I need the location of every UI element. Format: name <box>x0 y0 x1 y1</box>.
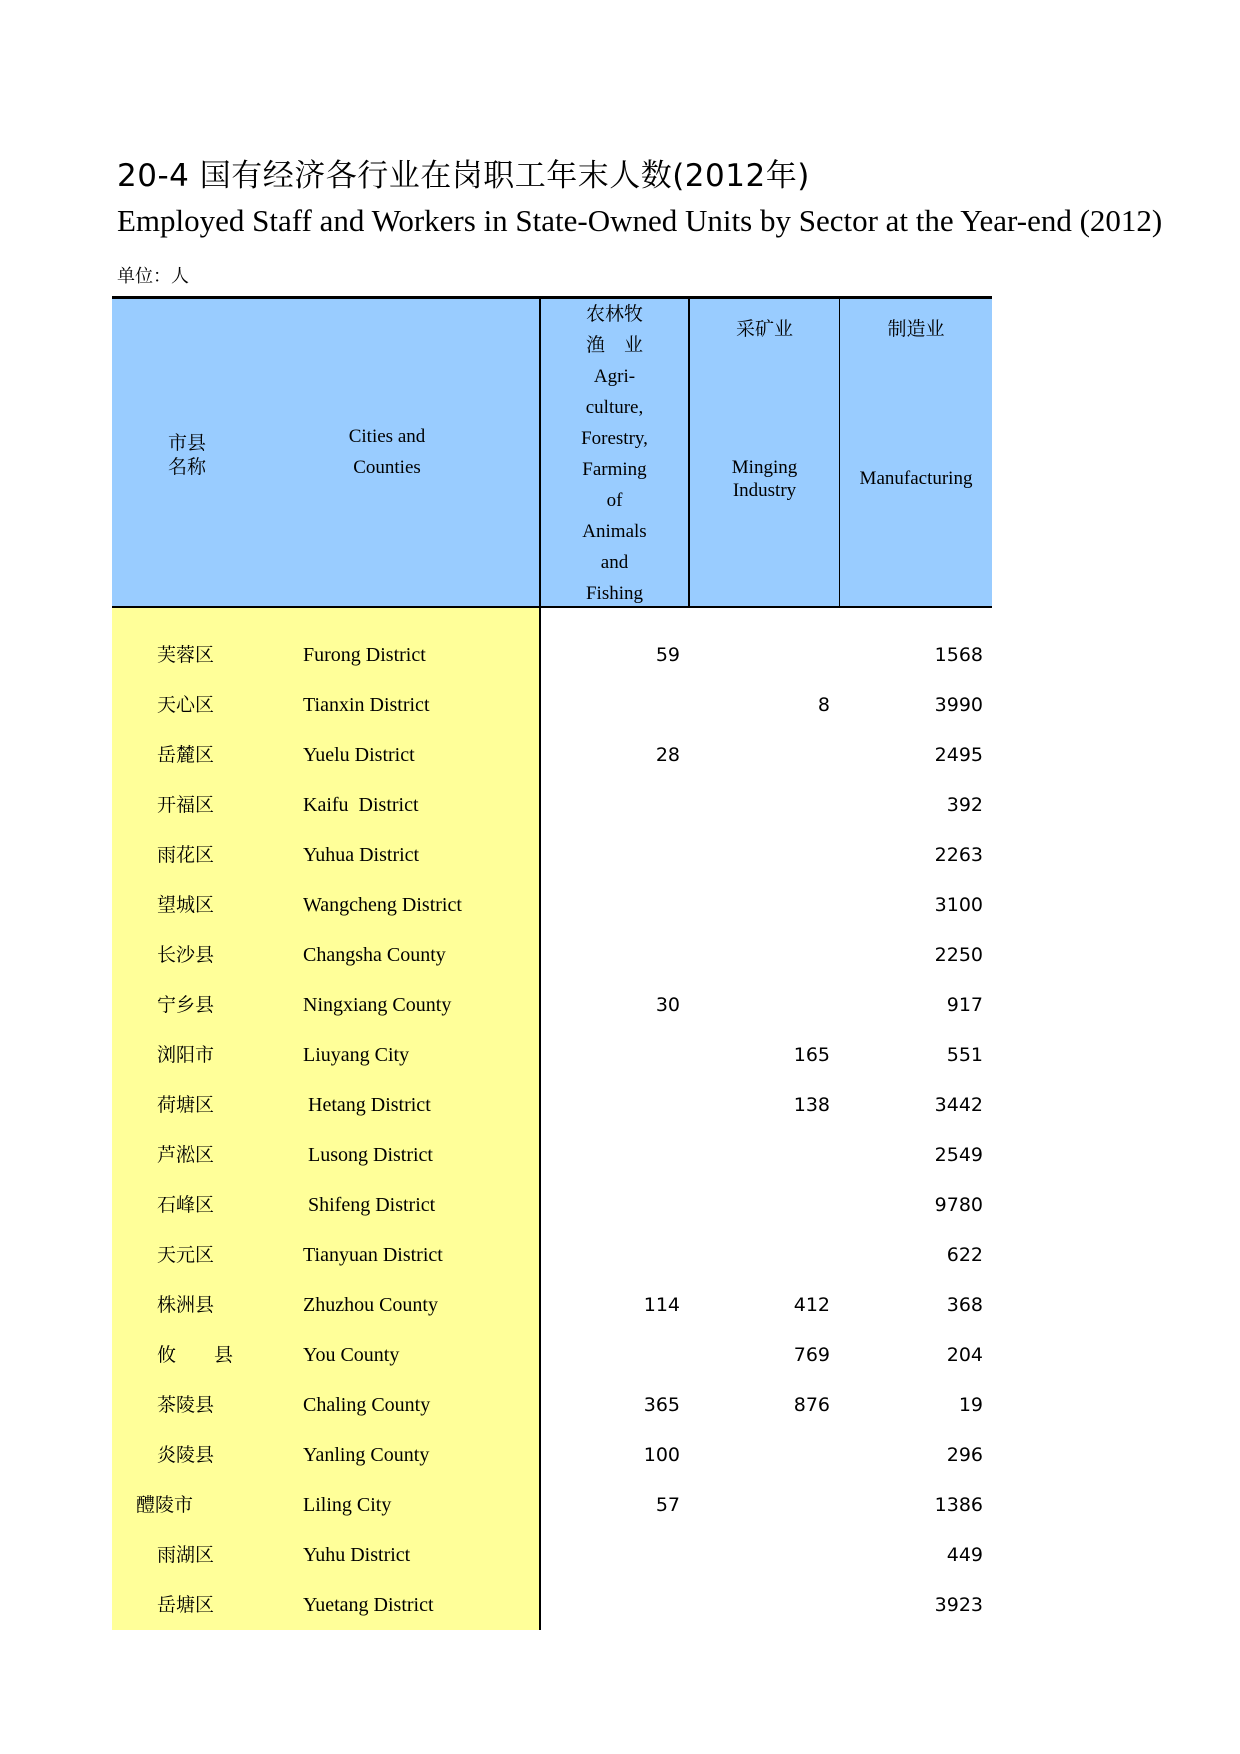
agriculture-value: 59 <box>655 644 680 666</box>
city-name-cn: 浏阳市 <box>157 1044 215 1066</box>
manufacturing-value: 3923 <box>934 1594 983 1616</box>
agriculture-value: 57 <box>655 1494 680 1516</box>
table-row <box>112 930 992 980</box>
agriculture-value: 114 <box>643 1294 680 1316</box>
city-name-cn: 芦淞区 <box>157 1144 215 1166</box>
header-manufacturing-cn: 制造业 <box>887 318 945 340</box>
city-name-cn: 岳塘区 <box>157 1594 215 1616</box>
city-name-cn: 茶陵县 <box>157 1394 215 1416</box>
city-name-en: Liling City <box>303 1494 392 1516</box>
header-agri-en-line4: Farming <box>582 459 647 480</box>
manufacturing-value: 449 <box>946 1544 983 1566</box>
data-table <box>112 296 992 1630</box>
city-name-cn: 石峰区 <box>157 1194 215 1216</box>
header-divider-2 <box>839 299 840 606</box>
city-name-cn: 攸 县 <box>157 1344 234 1366</box>
header-agri-en-line3: Forestry, <box>581 428 648 449</box>
table-row <box>112 1530 992 1580</box>
manufacturing-value: 19 <box>958 1394 983 1416</box>
city-name-en: Yuhua District <box>303 844 420 866</box>
agriculture-value: 28 <box>655 744 680 766</box>
table-row <box>112 630 992 680</box>
city-name-cn: 芙蓉区 <box>157 644 215 666</box>
manufacturing-value: 2250 <box>934 944 983 966</box>
manufacturing-value: 368 <box>946 1294 983 1316</box>
page-title-en: Employed Staff and Workers in State-Owned Units by Sector at the Year-end (2012) <box>117 203 1163 238</box>
manufacturing-value: 2549 <box>934 1144 983 1166</box>
city-name-en: Changsha County <box>303 944 446 966</box>
header-agri-en-line8: Fishing <box>585 583 644 604</box>
table-row <box>112 1430 992 1480</box>
table-row <box>112 880 992 930</box>
city-name-cn: 开福区 <box>157 794 215 816</box>
table-row <box>112 1380 992 1430</box>
manufacturing-value: 2263 <box>934 844 983 866</box>
city-name-en: Lusong District <box>303 1144 433 1166</box>
mining-value: 138 <box>793 1094 830 1116</box>
city-name-en: Yuetang District <box>303 1594 434 1616</box>
header-mining-en-line1: Minging <box>731 457 798 478</box>
city-name-en: Tianyuan District <box>303 1244 443 1266</box>
table-row <box>112 1330 992 1380</box>
header-agriculture <box>541 299 688 609</box>
city-name-cn: 雨湖区 <box>157 1544 215 1566</box>
mining-value: 8 <box>817 694 830 716</box>
header-agri-cn-line2: 渔 业 <box>585 334 643 356</box>
manufacturing-value: 917 <box>946 994 983 1016</box>
table-row <box>112 1180 992 1230</box>
header-mining-en-line2: Industry <box>732 480 797 501</box>
mining-value: 769 <box>793 1344 830 1366</box>
header-agri-cn-line1: 农林牧 <box>585 303 643 325</box>
table-row <box>112 730 992 780</box>
manufacturing-value: 622 <box>946 1244 983 1266</box>
city-name-en: You County <box>303 1344 400 1366</box>
header-manufacturing-en: Manufacturing <box>859 468 973 489</box>
table-row <box>112 1280 992 1330</box>
header-agri-en-line6: Animals <box>582 521 647 542</box>
table-row <box>112 830 992 880</box>
table-row <box>112 1230 992 1280</box>
city-name-en: Shifeng District <box>303 1194 436 1216</box>
header-agri-en-line1: Agri- <box>593 366 636 387</box>
city-name-cn: 炎陵县 <box>157 1444 215 1466</box>
page-title-cn: 20-4 国有经济各行业在岗职工年末人数(2012年) <box>117 158 810 194</box>
unit-label: 单位：人 <box>117 266 189 287</box>
table-row <box>112 680 992 730</box>
manufacturing-value: 204 <box>946 1344 983 1366</box>
city-name-en: Liuyang City <box>303 1044 410 1066</box>
manufacturing-value: 296 <box>946 1444 983 1466</box>
city-name-en: Furong District <box>303 644 426 666</box>
agriculture-value: 365 <box>643 1394 680 1416</box>
header-city-en-line1: Cities and <box>348 426 426 447</box>
mining-value: 412 <box>793 1294 830 1316</box>
manufacturing-value: 3442 <box>934 1094 983 1116</box>
header-divider-1 <box>688 299 690 606</box>
header-agri-en-line2: culture, <box>585 397 644 418</box>
table-row <box>112 1480 992 1530</box>
manufacturing-value: 2495 <box>934 744 983 766</box>
header-mining-cn: 采矿业 <box>735 318 793 340</box>
agriculture-value: 30 <box>655 994 680 1016</box>
header-city-en <box>312 421 462 483</box>
mining-value: 876 <box>793 1394 830 1416</box>
city-name-en: Chaling County <box>303 1394 431 1416</box>
mining-value: 165 <box>793 1044 830 1066</box>
header-agri-en-line7: and <box>600 552 629 573</box>
city-name-en: Yuhu District <box>303 1544 411 1566</box>
table-row <box>112 1080 992 1130</box>
city-name-cn: 岳麓区 <box>157 744 215 766</box>
city-name-en: Ningxiang County <box>303 994 452 1016</box>
city-name-cn: 长沙县 <box>157 944 215 966</box>
manufacturing-value: 9780 <box>934 1194 983 1216</box>
header-mining-en <box>690 456 839 502</box>
manufacturing-value: 551 <box>946 1044 983 1066</box>
city-name-en: Wangcheng District <box>303 894 462 916</box>
table-row <box>112 1130 992 1180</box>
city-name-cn: 荷塘区 <box>157 1094 215 1116</box>
manufacturing-value: 1568 <box>934 644 983 666</box>
header-city-cn-line2: 名称 <box>167 456 206 478</box>
city-name-en: Yanling County <box>303 1444 430 1466</box>
header-city-cn <box>142 431 232 479</box>
table-row <box>112 980 992 1030</box>
header-city-en-line2: Counties <box>353 457 421 478</box>
city-name-en: Kaifu District <box>303 794 419 816</box>
manufacturing-value: 3990 <box>934 694 983 716</box>
city-name-cn: 望城区 <box>157 894 215 916</box>
table-row <box>112 1030 992 1080</box>
city-name-cn: 醴陵市 <box>136 1494 194 1516</box>
agriculture-value: 100 <box>643 1444 680 1466</box>
city-name-cn: 雨花区 <box>157 844 215 866</box>
city-name-cn: 宁乡县 <box>157 994 215 1016</box>
city-name-en: Yuelu District <box>303 744 415 766</box>
city-name-cn: 株洲县 <box>157 1294 215 1316</box>
manufacturing-value: 1386 <box>934 1494 983 1516</box>
manufacturing-value: 392 <box>946 794 983 816</box>
city-name-en: Zhuzhou County <box>303 1294 438 1316</box>
city-name-cn: 天心区 <box>157 694 215 716</box>
table-row <box>112 780 992 830</box>
header-city-cn-line1: 市县 <box>167 432 206 454</box>
header-agri-en-line5: of <box>606 490 623 511</box>
table-row <box>112 1580 992 1630</box>
city-name-en: Tianxin District <box>303 694 430 716</box>
manufacturing-value: 3100 <box>934 894 983 916</box>
city-name-cn: 天元区 <box>157 1244 215 1266</box>
city-name-en: Hetang District <box>303 1094 431 1116</box>
